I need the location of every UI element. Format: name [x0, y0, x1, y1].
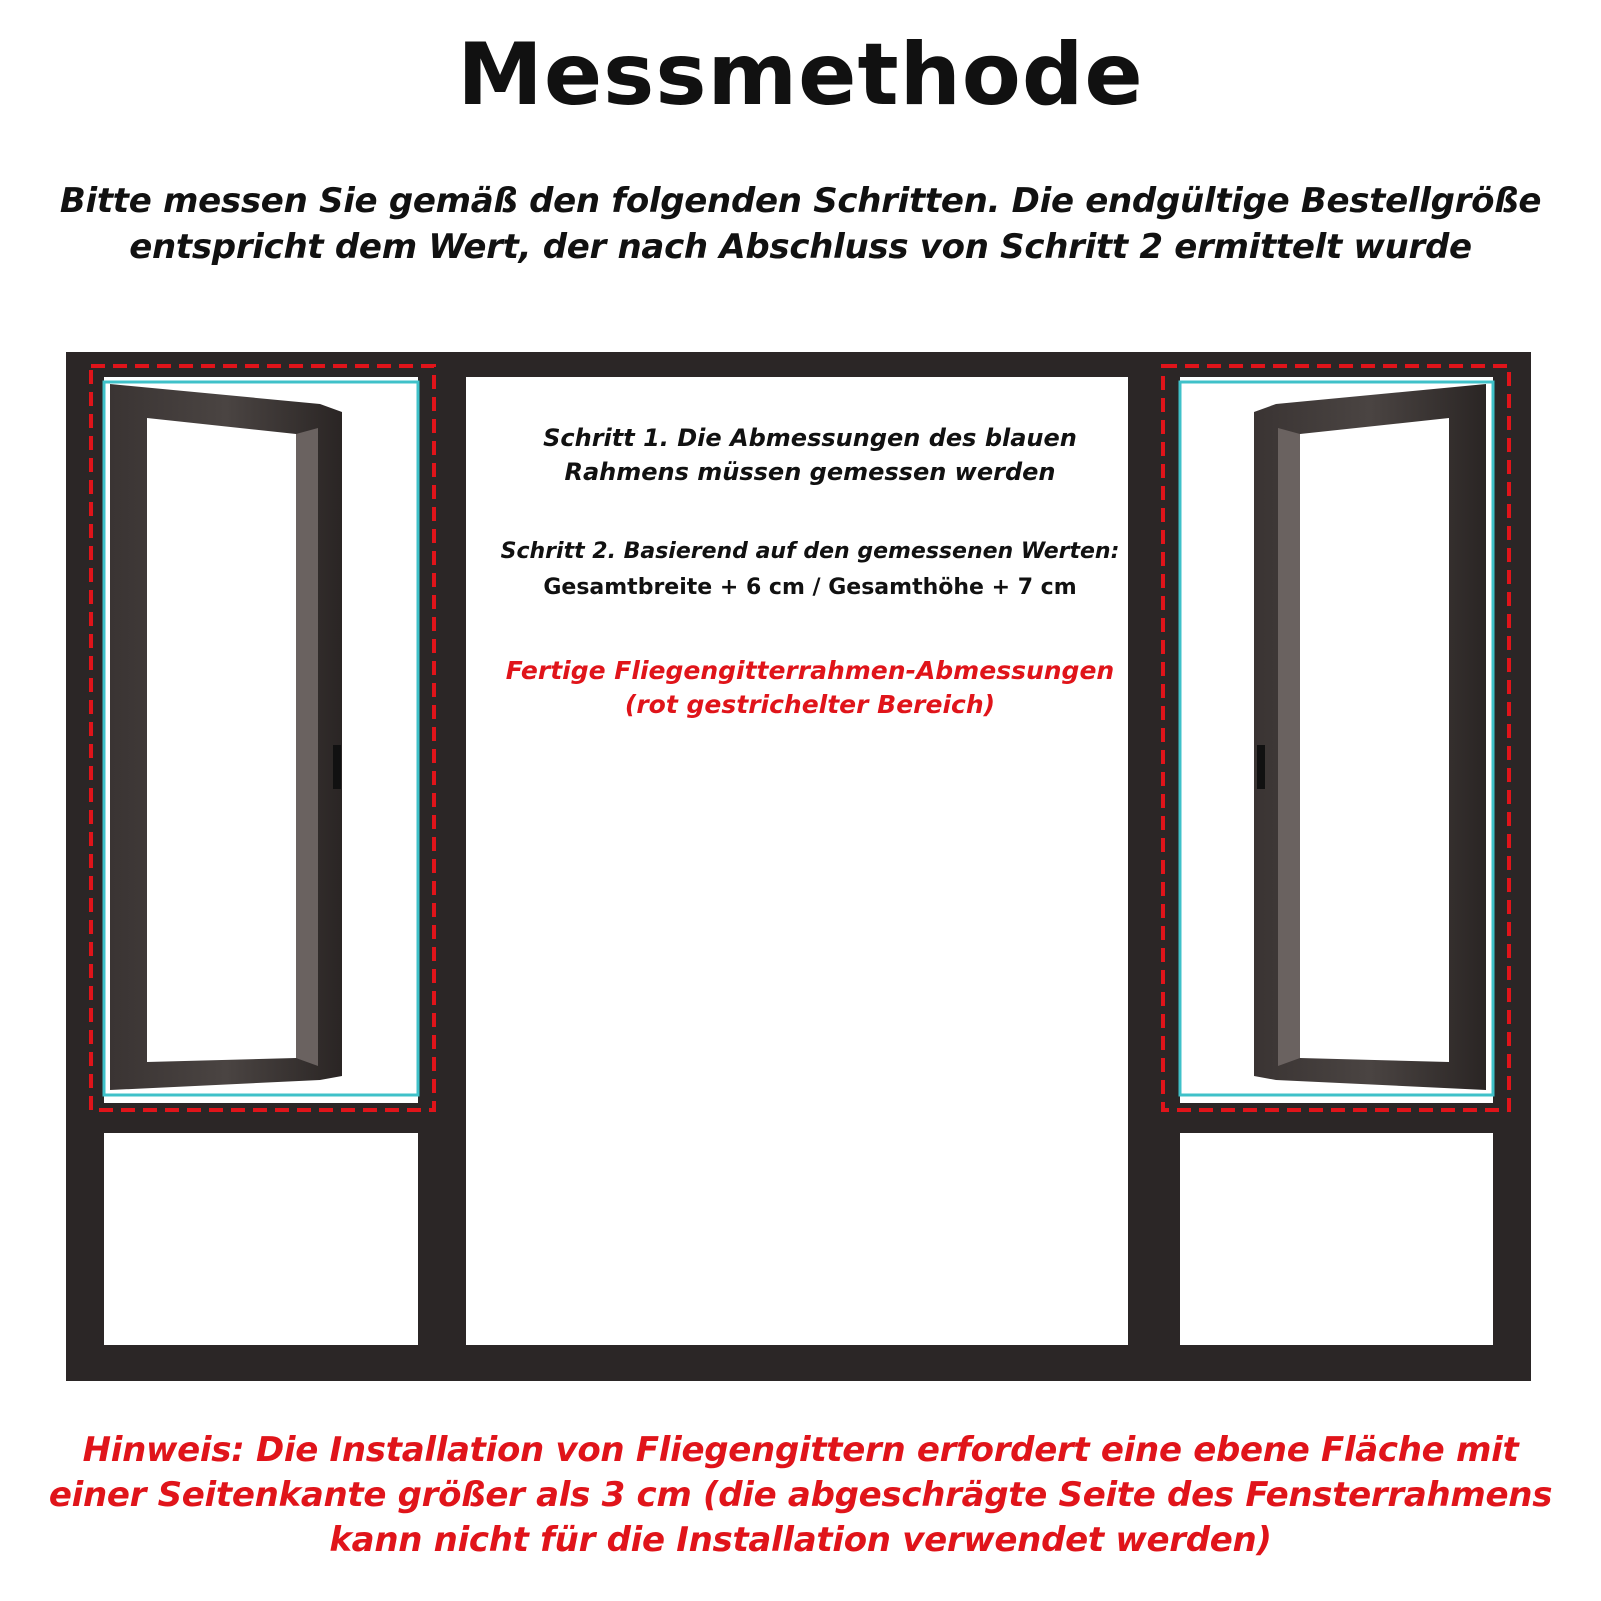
hint-line-1: Hinweis: Die Installation von Fliegengittern erfordert eine ebene Fläche mit — [82, 1430, 1519, 1470]
intro-line-2: entspricht dem Wert, der nach Abschluss von Schritt 2 ermittelt wurde — [129, 227, 1472, 267]
step-1-line-1: Schritt 1. Die Abmessungen des blauen — [543, 424, 1077, 452]
mullion-left — [418, 352, 466, 1381]
frame-left — [66, 352, 104, 1381]
finished-frame-note — [470, 654, 1150, 722]
frame-bottom — [66, 1345, 1531, 1381]
left-sash — [110, 384, 342, 1090]
page-title: Messmethode — [457, 25, 1144, 125]
transom-right — [1128, 1103, 1531, 1133]
frame-right — [1493, 352, 1531, 1381]
hint-line-3: kann nicht für die Installation verwendet werden) — [329, 1520, 1272, 1560]
transom-left — [66, 1103, 466, 1133]
step-2-line-1: Schritt 2. Basierend auf den gemessenen Werten: — [500, 539, 1120, 564]
mullion-right — [1128, 352, 1180, 1381]
frame-top — [66, 352, 1531, 377]
step-1-line-2: Rahmens müssen gemessen werden — [564, 458, 1056, 486]
hint-note — [20, 1428, 1581, 1563]
finished-frame-line-1: Fertige Fliegengitterrahmen-Abmessungen — [505, 656, 1115, 685]
hint-line-2: einer Seitenkante größer als 3 cm (die abgeschrägte Seite des Fensterrahmens — [48, 1475, 1553, 1515]
intro-line-1: Bitte messen Sie gemäß den folgenden Schritten. Die endgültige Bestellgröße — [59, 181, 1542, 221]
right-sash — [1254, 384, 1486, 1090]
step-1-text — [470, 421, 1150, 489]
finished-frame-line-2: (rot gestrichelter Bereich) — [624, 690, 996, 719]
step-2-line-2: Gesamtbreite + 6 cm / Gesamthöhe + 7 cm — [543, 575, 1077, 600]
step-2-text — [470, 534, 1150, 606]
